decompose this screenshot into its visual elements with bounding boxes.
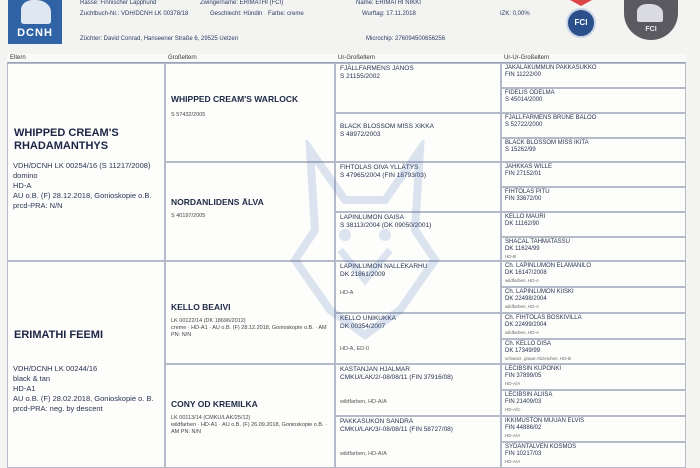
gg-grandparent-name: JÄKÄLÄKUMMUN PAKKASUKKO xyxy=(505,65,597,71)
sire-name: WHIPPED CREAM'S RHADAMANTHYS xyxy=(14,127,119,152)
dam-color: black & tan xyxy=(13,374,51,383)
izk-value: IZK: 0,00% xyxy=(500,11,530,17)
pedigree-table xyxy=(7,54,686,468)
sex-label: Geschlecht: Hündin xyxy=(210,11,263,17)
great-grandparent-info: wildfarben, HD-A/A xyxy=(340,399,387,405)
gg-grandparent-cell xyxy=(501,287,686,313)
grandparent-name: WHIPPED CREAM'S WARLOCK xyxy=(171,94,299,104)
gg-grandparent-name: Ch. FIHTOLAS BOSKIVILLA xyxy=(505,315,582,321)
dam-prcd: prcd-PRA: neg. by descent xyxy=(13,404,103,413)
studbook-number: Zuchtbuch-Nr.: VDH/DCNH LK 00378/18 xyxy=(80,11,189,17)
birth-date: Wurftag: 17.11.2018 xyxy=(362,11,416,17)
great-grandparent-cell xyxy=(335,63,501,113)
great-grandparent-cell xyxy=(335,212,501,261)
great-grandparent-cell xyxy=(335,416,501,468)
dam-cell xyxy=(7,261,165,468)
gg-grandparent-cell xyxy=(501,88,686,113)
gg-grandparent-cell xyxy=(501,364,686,390)
grandparent-reg: LK 00113/14 (CMKU/LAK/25/12) xyxy=(171,415,251,421)
gg-grandparent-name: IKKIMUSTON MUUAN ELVIS xyxy=(505,418,585,424)
col-header-great2: Ur-Ur-Großeltern xyxy=(501,54,686,63)
gg-grandparent-reg: FIN 11222/00 xyxy=(505,72,541,78)
grandparent-cell xyxy=(165,261,335,364)
sire-reg: VDH/DCNH LK 00254/16 (S 11217/2008) xyxy=(13,161,151,170)
sire-color: domino xyxy=(13,171,38,180)
grandparent-name: NORDANLIDENS ÄLVA xyxy=(171,197,264,207)
gg-grandparent-cell xyxy=(501,138,686,162)
gg-grandparent-reg: FIN 21409/03 xyxy=(505,399,542,405)
grandparent-cell xyxy=(165,63,335,162)
great-grandparent-reg: S 47965/2004 (FIN 18793/03) xyxy=(340,172,427,179)
great-grandparent-cell xyxy=(335,113,501,162)
great-grandparent-info: HD-A, ED-0 xyxy=(340,346,370,352)
sire-cell xyxy=(7,63,165,261)
gg-grandparent-info: wildfarben, HD-A xyxy=(505,330,540,335)
gg-grandparent-info: wildfarben, HD-A xyxy=(505,278,540,283)
great-grandparent-reg: CMKU/LAK/2/-08/08/11 (FIN 37916/08) xyxy=(340,374,453,381)
great-grandparent-name: LAPINLUMON NALLEKARHU xyxy=(340,263,428,270)
gg-grandparent-name: LECIBSIN KUPONKI xyxy=(505,366,562,372)
sire-au: AU o.B. (F) 28.12.2018, Gonioskopie o.B. xyxy=(13,191,152,200)
gg-grandparent-info: HD-A/A xyxy=(505,433,521,438)
gg-grandparent-reg: FIN 37899/05 xyxy=(505,373,542,379)
grandparent-reg: S 40197/2005 xyxy=(171,213,206,219)
dcnh-logo xyxy=(8,0,62,44)
gg-grandparent-info: HD-A/A xyxy=(505,381,521,386)
gg-grandparent-cell xyxy=(501,339,686,364)
great-grandparent-reg: S 38113/2004 (DK 09050/2001) xyxy=(340,222,432,229)
grandparent-cell xyxy=(165,364,335,468)
gg-grandparent-cell xyxy=(501,187,686,212)
logo-text: DCNH xyxy=(17,27,53,39)
fci-seal-icon: FCI xyxy=(566,8,596,38)
gg-grandparent-name: FJÄLLFARMENS BRUNE BALOO xyxy=(505,115,597,121)
dam-reg: VDH/DCNH LK 00244/16 xyxy=(13,364,98,373)
gg-grandparent-reg: DK 11162/90 xyxy=(505,221,540,227)
certificate-header xyxy=(0,0,700,54)
gg-grandparent-reg: S 45014/2000 xyxy=(505,97,543,103)
grandparent-reg: LK 00122/14 (DK 18696/2012) xyxy=(171,318,246,324)
gg-grandparent-cell xyxy=(501,416,686,442)
red-mark-icon xyxy=(570,0,592,6)
gg-grandparent-name: BLACK BLOSSOM MISS IKITA xyxy=(505,140,589,146)
dam-hd: HD-A1 xyxy=(13,384,36,393)
great-grandparent-reg: DK 21861/2009 xyxy=(340,271,386,278)
great-grandparent-name: PAKKASUKON SANDRA xyxy=(340,418,414,425)
grandparent-cell xyxy=(165,162,335,261)
gg-grandparent-reg: DK 22499/2004 xyxy=(505,322,547,328)
great-grandparent-name: BLACK BLOSSOM MISS XIKKA xyxy=(340,123,434,130)
grandparent-reg: S 57432/2005 xyxy=(171,112,206,118)
gg-grandparent-cell xyxy=(501,212,686,237)
grandparent-name: CONY OD KREMILKA xyxy=(171,399,258,409)
col-header-grandparents: Großeltern xyxy=(165,54,335,63)
gg-grandparent-reg: DK 17349/99 xyxy=(505,348,541,354)
seal-dog-icon xyxy=(637,4,663,22)
gg-grandparent-info: HD-A/A xyxy=(505,459,521,464)
dam-name: ERIMATHI FEEMI xyxy=(14,329,104,341)
col-header-great: Ur-Großeltern xyxy=(335,54,501,63)
great-grandparent-name: LAPINLUMON GAISA xyxy=(340,214,404,221)
gg-grandparent-reg: DK 11624/99 xyxy=(505,246,540,252)
dog-logo-icon xyxy=(21,0,51,24)
gg-grandparent-name: LECIBSIN ALIISA xyxy=(505,392,553,398)
sire-prcd: prcd-PRA: N/N xyxy=(13,201,63,210)
great-grandparent-name: FIHTOLAS OIVA YLLÄTYS xyxy=(340,164,419,171)
great-grandparent-info: wildfarben, HD-A/A xyxy=(340,451,387,457)
dam-au: AU o.B. (F) 28.02.2018, Gonioskopie o. B. xyxy=(13,394,154,403)
gg-grandparent-name: FIHTOLAS PITU xyxy=(505,189,550,195)
gg-grandparent-reg: FIN 33672/00 xyxy=(505,196,542,202)
great-grandparent-cell xyxy=(335,162,501,212)
great-grandparent-cell xyxy=(335,261,501,313)
great-grandparent-reg: S 21155/2002 xyxy=(340,73,380,80)
gg-grandparent-name: Ch. LAPINLUMON KIISKI xyxy=(505,289,574,295)
dog-name-label: Name: ERIMATHI NIKKI xyxy=(356,0,421,6)
gg-grandparent-cell xyxy=(501,442,686,468)
great-grandparent-name: FJÄLLFARMENS JANOS xyxy=(340,65,414,72)
gg-grandparent-cell xyxy=(501,261,686,287)
gg-grandparent-cell xyxy=(501,63,686,88)
great-grandparent-cell xyxy=(335,313,501,364)
sire-hd: HD-A xyxy=(13,181,32,190)
gg-grandparent-reg: S 15262/99 xyxy=(505,147,536,153)
great-grandparent-name: KELLO UNIKUKKA xyxy=(340,315,396,322)
gg-grandparent-info: HD-B xyxy=(505,254,516,259)
gg-grandparent-reg: S 52722/2000 xyxy=(505,122,543,128)
gg-grandparent-info: wildfarben, HD-A xyxy=(505,304,540,309)
gg-grandparent-cell xyxy=(501,113,686,138)
gg-grandparent-reg: FIN 10217/03 xyxy=(505,451,542,457)
gg-grandparent-name: JAHKKAS WILLE xyxy=(505,164,553,170)
gg-grandparent-name: SYDÄNTALVEN KOSMOS xyxy=(505,444,577,450)
gg-grandparent-name: SHACAL TAHMATASSU xyxy=(505,239,571,245)
grandparent-info: creme · HD-A1 · AU o.B. (F) 28.12.2018, Gonioskopie o.B. · AM PN: N/N xyxy=(171,325,327,338)
great-grandparent-info: HD-A xyxy=(340,290,354,296)
grandparent-info: wildfarben · HD-A1 · AU o.B. (F) 26.09.2018, Gonioskopie o.B. · AM PN: N/N xyxy=(171,422,327,435)
great-grandparent-name: KASTANJAN HJALMAR xyxy=(340,366,410,373)
gg-grandparent-info: HD-A/C xyxy=(505,407,521,412)
color-label: Farbe: creme xyxy=(268,11,304,17)
gg-grandparent-cell xyxy=(501,162,686,187)
breeder-info: Züchter: David Conrad, Hanseener Straße 6, 29525 Uelzen xyxy=(80,36,239,42)
gg-grandparent-cell xyxy=(501,390,686,416)
gg-grandparent-name: Ch. LAPINLUMON ELÄMÄNILO xyxy=(505,263,592,269)
great-grandparent-reg: DK 00354/2007 xyxy=(340,323,386,330)
gg-grandparent-reg: FIN 27152/01 xyxy=(505,171,542,177)
gg-grandparent-reg: DK 22498/2004 xyxy=(505,296,547,302)
gg-grandparent-name: KELLO MAURI xyxy=(505,214,546,220)
kennel-label: Zwingername: ERIMATHI (FCI) xyxy=(200,0,284,6)
great-grandparent-reg: CMKU/LAK/3/-08/08/11 (FIN 58727/08) xyxy=(340,426,453,433)
gg-grandparent-name: Ch. KELLO DISA xyxy=(505,341,552,347)
gg-grandparent-reg: DK 16147/2008 xyxy=(505,270,547,276)
breed-label: Rasse: Finnischer Lapphund xyxy=(80,0,157,6)
col-header-parents: Eltern xyxy=(7,54,165,63)
gg-grandparent-name: FIDELIS ODELMA xyxy=(505,90,555,96)
gg-grandparent-info: schwarz, graue Abzeichen, HD-B xyxy=(505,356,572,361)
great-grandparent-cell xyxy=(335,364,501,416)
grandparent-name: KELLO BEAIVI xyxy=(171,302,231,312)
gg-grandparent-cell xyxy=(501,313,686,339)
gg-grandparent-cell xyxy=(501,237,686,261)
microchip: Microchip: 276094500656256 xyxy=(366,36,446,42)
seal-text: FCI xyxy=(645,26,657,33)
gg-grandparent-reg: FIN 44886/02 xyxy=(505,425,542,431)
great-grandparent-reg: S 48972/2003 xyxy=(340,131,381,138)
